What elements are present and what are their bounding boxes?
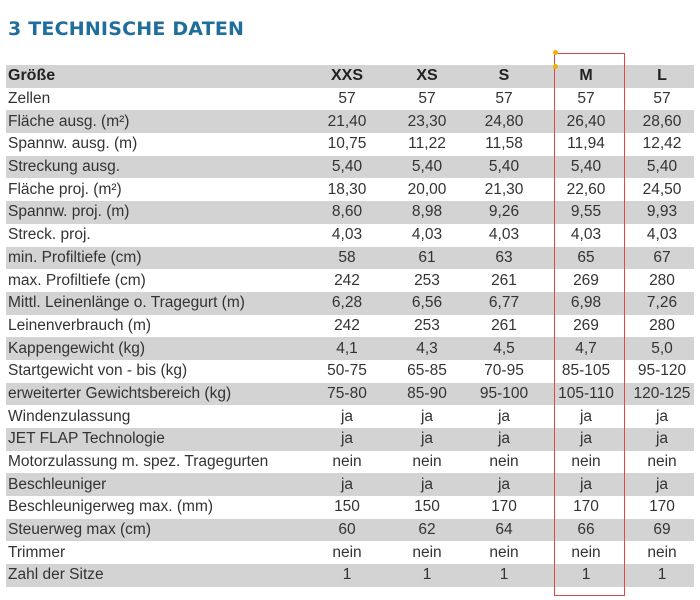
row-value: 253 (414, 271, 440, 289)
row-value: 1 (630, 564, 694, 587)
row-value: nein (647, 453, 677, 471)
row-value: ja (466, 428, 542, 451)
row-label: Zahl der Sitze (6, 564, 306, 587)
row-value: 4,03 (646, 226, 678, 244)
row-value: nein (332, 543, 362, 561)
table-row (6, 405, 694, 428)
row-value: 61 (388, 247, 466, 270)
row-value: 280 (649, 316, 675, 334)
table-row (6, 428, 694, 451)
row-value: 1 (542, 564, 630, 587)
row-value: 4,03 (331, 226, 363, 244)
row-value: ja (420, 407, 434, 425)
row-value: ja (579, 407, 593, 425)
row-label: Fläche ausg. (m²) (6, 110, 306, 133)
row-value: 170 (649, 498, 675, 516)
row-value: 95-120 (637, 362, 687, 380)
row-value: 24,80 (466, 110, 542, 133)
row-value: nein (489, 453, 519, 471)
header-size-m: M (542, 65, 630, 88)
row-value: 4,1 (306, 337, 388, 360)
row-value: 242 (334, 271, 360, 289)
row-label: Startgewicht von - bis (kg) (8, 362, 188, 380)
technical-data-table (6, 65, 694, 587)
table-row (6, 247, 694, 270)
table-row (6, 519, 694, 542)
row-value: 9,55 (542, 201, 630, 224)
row-value: 261 (491, 316, 517, 334)
table-row (6, 201, 694, 224)
row-label: Beschleunigerweg max. (mm) (8, 498, 214, 516)
table-row (6, 496, 694, 519)
row-value: nein (571, 453, 601, 471)
row-label: Steuerweg max (cm) (6, 519, 306, 542)
row-value: 62 (388, 519, 466, 542)
row-value: 280 (649, 271, 675, 289)
row-label: Streck. proj. (8, 226, 91, 244)
row-value: 58 (306, 247, 388, 270)
table-row (6, 88, 694, 111)
row-value: 5,40 (388, 156, 466, 179)
row-label: min. Profiltiefe (cm) (6, 247, 306, 270)
row-label: Streckung ausg. (6, 156, 306, 179)
row-value: 1 (306, 564, 388, 587)
row-value: ja (306, 473, 388, 496)
row-value: ja (542, 428, 630, 451)
table-row (6, 110, 694, 133)
table-row (6, 360, 694, 383)
row-value: 24,50 (642, 180, 682, 198)
header-size-l: L (630, 65, 694, 88)
table-row (6, 451, 694, 474)
row-label: Leinenverbrauch (m) (8, 316, 152, 334)
table-row (6, 156, 694, 179)
row-value: 85-105 (561, 362, 611, 380)
table-body (6, 88, 694, 587)
row-label: Zellen (8, 90, 51, 108)
row-value: 1 (466, 564, 542, 587)
row-value: 242 (334, 316, 360, 334)
row-label: Mittl. Leinenlänge o. Tragegurt (m) (6, 292, 306, 315)
row-value: 9,26 (466, 201, 542, 224)
row-value: 85-90 (388, 383, 466, 406)
table-row (6, 315, 694, 338)
row-value: ja (466, 473, 542, 496)
row-value: 57 (653, 90, 671, 108)
row-value: 11,22 (408, 135, 446, 153)
row-value: 7,26 (630, 292, 694, 315)
header-size-label: Größe (6, 65, 306, 88)
row-value: ja (340, 407, 354, 425)
row-label: Spannw. ausg. (m) (8, 135, 138, 153)
row-value: 60 (306, 519, 388, 542)
row-label: Trimmer (8, 543, 66, 561)
table-row (6, 133, 694, 156)
table-row (6, 564, 694, 587)
row-value: ja (388, 473, 466, 496)
row-value: 8,60 (306, 201, 388, 224)
row-value: nein (332, 453, 362, 471)
row-value: nein (412, 543, 442, 561)
row-value: 20,00 (407, 180, 447, 198)
row-value: 4,7 (542, 337, 630, 360)
row-label: Spannw. proj. (m) (6, 201, 306, 224)
row-value: ja (630, 428, 694, 451)
row-value: 6,98 (542, 292, 630, 315)
row-value: 1 (388, 564, 466, 587)
marker-dot (553, 64, 558, 69)
row-value: 150 (334, 498, 360, 516)
table-row (6, 178, 694, 201)
table-row (6, 473, 694, 496)
row-value: 63 (466, 247, 542, 270)
row-value: 269 (573, 271, 599, 289)
row-value: 120-125 (630, 383, 694, 406)
row-label: Motorzulassung m. spez. Tragegurten (8, 453, 269, 471)
row-value: 57 (577, 90, 595, 108)
row-value: 5,0 (630, 337, 694, 360)
row-value: 4,5 (466, 337, 542, 360)
row-label: Windenzulassung (8, 407, 131, 425)
row-value: 5,40 (466, 156, 542, 179)
row-value: 4,03 (570, 226, 602, 244)
row-value: 105-110 (542, 383, 630, 406)
section-heading: 3 TECHNISCHE DATEN (8, 18, 245, 40)
row-value: 6,56 (388, 292, 466, 315)
row-value: 66 (542, 519, 630, 542)
row-value: 64 (466, 519, 542, 542)
row-value: nein (412, 453, 442, 471)
row-value: 6,28 (306, 292, 388, 315)
row-value: 23,30 (388, 110, 466, 133)
row-value: 5,40 (306, 156, 388, 179)
row-label: erweiterter Gewichtsbereich (kg) (6, 383, 306, 406)
row-value: ja (497, 407, 511, 425)
table-row (6, 337, 694, 360)
row-value: 4,03 (411, 226, 443, 244)
header-size-s: S (466, 65, 542, 88)
table-row (6, 224, 694, 247)
table-header-row (6, 65, 694, 88)
row-label: Kappengewicht (kg) (6, 337, 306, 360)
row-value: 95-100 (466, 383, 542, 406)
row-value: nein (647, 543, 677, 561)
row-value: ja (306, 428, 388, 451)
row-value: 170 (491, 498, 517, 516)
marker-dot (553, 50, 558, 55)
row-value: 69 (630, 519, 694, 542)
row-value: 170 (573, 498, 599, 516)
row-value: 65-85 (407, 362, 447, 380)
table-row (6, 292, 694, 315)
row-value: ja (655, 407, 669, 425)
row-value: 21,40 (306, 110, 388, 133)
row-value: 57 (495, 90, 513, 108)
header-size-xs: XS (388, 65, 466, 88)
row-value: 28,60 (630, 110, 694, 133)
table-row (6, 541, 694, 564)
row-value: 253 (414, 316, 440, 334)
row-value: 12,42 (642, 135, 682, 153)
row-value: 65 (542, 247, 630, 270)
row-label: max. Profiltiefe (cm) (8, 271, 146, 289)
row-value: 70-95 (484, 362, 524, 380)
row-value: 67 (630, 247, 694, 270)
row-value: ja (630, 473, 694, 496)
table-row (6, 269, 694, 292)
row-value: 4,3 (388, 337, 466, 360)
row-value: nein (571, 543, 601, 561)
row-value: 150 (414, 498, 440, 516)
row-label: JET FLAP Technologie (6, 428, 306, 451)
row-value: 269 (573, 316, 599, 334)
row-value: 21,30 (484, 180, 524, 198)
row-value: 5,40 (630, 156, 694, 179)
row-value: ja (542, 473, 630, 496)
row-value: 57 (418, 90, 436, 108)
row-value: 4,03 (488, 226, 520, 244)
row-value: 10,75 (327, 135, 367, 153)
row-value: 8,98 (388, 201, 466, 224)
row-value: 26,40 (542, 110, 630, 133)
row-value: 18,30 (327, 180, 367, 198)
row-label: Beschleuniger (6, 473, 306, 496)
row-value: 261 (491, 271, 517, 289)
row-value: ja (388, 428, 466, 451)
row-value: nein (489, 543, 519, 561)
row-label: Fläche proj. (m²) (8, 180, 122, 198)
row-value: 9,93 (630, 201, 694, 224)
row-value: 57 (338, 90, 356, 108)
row-value: 11,94 (567, 135, 605, 153)
row-value: 75-80 (306, 383, 388, 406)
row-value: 6,77 (466, 292, 542, 315)
row-value: 50-75 (327, 362, 367, 380)
row-value: 22,60 (566, 180, 606, 198)
table-row (6, 383, 694, 406)
row-value: 11,58 (485, 135, 523, 153)
header-size-xxs: XXS (306, 65, 388, 88)
row-value: 5,40 (542, 156, 630, 179)
